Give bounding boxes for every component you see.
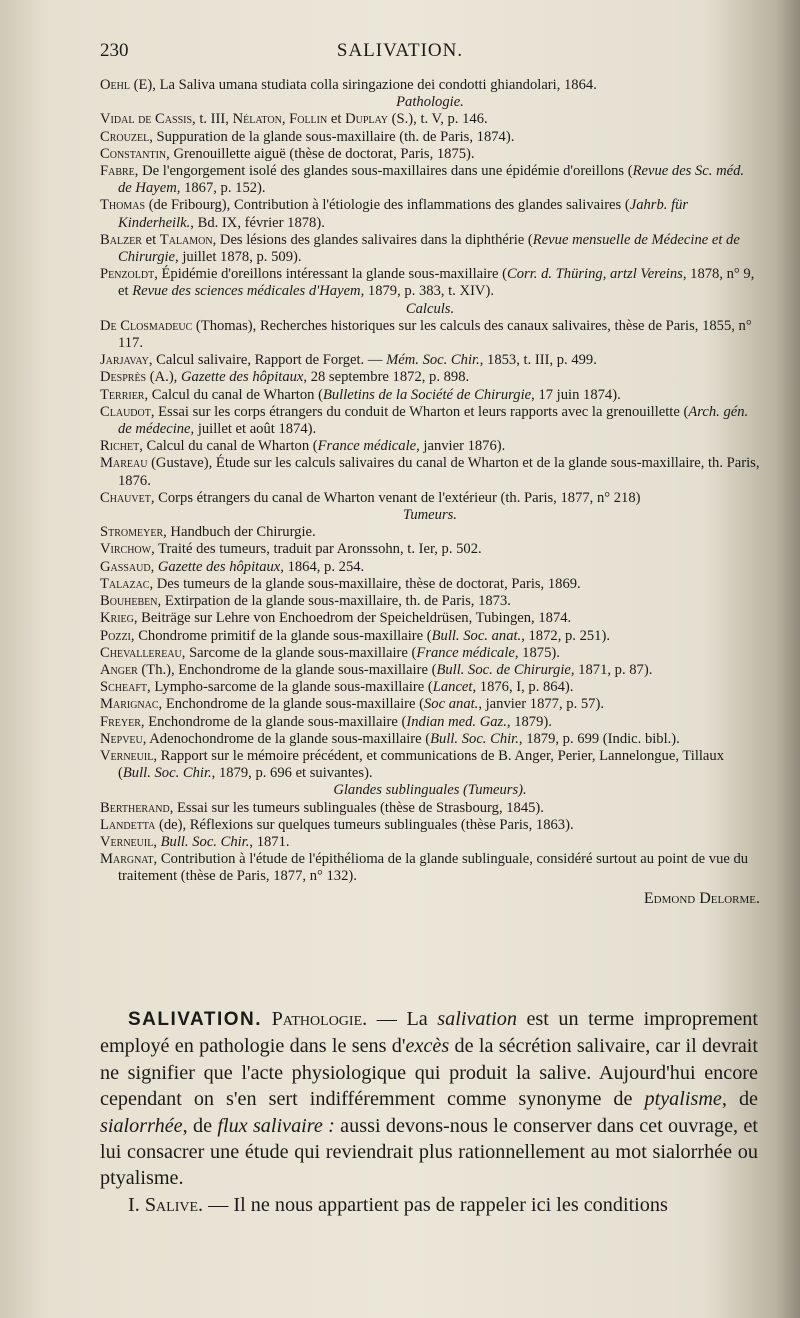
text-run: , Handbuch der Chirurgie. <box>163 524 316 541</box>
author-name: Landetta <box>100 816 156 833</box>
text-run: (de), Réflexions sur quelques tumeurs sublinguales (thèse Paris, 1863). <box>155 816 574 833</box>
section-heading <box>100 94 760 111</box>
text-run: , Traité des tumeurs, traduit par Aronssohn, t. Ier, p. 502. <box>151 541 482 558</box>
bibliography-entry <box>100 77 760 94</box>
author-name: Claudot <box>100 403 151 420</box>
bibliography-entry <box>100 369 760 386</box>
bibliography-entry <box>100 266 760 300</box>
text-run: , de <box>182 1114 218 1137</box>
author-name: Scheaft <box>100 679 148 696</box>
text-run: (A.), <box>146 369 181 386</box>
text-run: (E), La Saliva umana studiata colla siringazione dei condotti ghiandolari, 1864. <box>129 77 597 93</box>
italic-text: Mém. Soc. Chir. <box>386 352 480 369</box>
text-run: , Extirpation de la glande sous-maxillaire, th. de Paris, 1873. <box>157 593 511 610</box>
text-run: , Beiträge sur Lehre von Enchoedrom der Speicheldrüsen, Tubingen, 1874. <box>133 610 572 627</box>
bibliography-entry <box>100 696 760 713</box>
italic-text: Jahrb. für Kinderheilk. <box>118 197 689 231</box>
text-run: (Gustave), Étude sur les calculs salivaires du canal de Wharton et de la glande sous-maxillaire, th. Paris, 1876. <box>118 455 760 489</box>
text-run: , janvier 1876). <box>416 438 506 455</box>
text-run: Calculs. <box>405 300 455 317</box>
author-name: Penzoldt <box>100 266 155 283</box>
article-paragraph-salive <box>100 1192 758 1218</box>
italic-text: Revue des Sc. méd. de Hayem <box>118 163 745 197</box>
author-name: Jarjavay <box>100 352 149 369</box>
author-name: Virchow <box>100 541 152 558</box>
bibliography-entry <box>100 628 760 645</box>
text-run: , Épidémie d'oreillons intéressant la glande sous-maxillaire ( <box>154 266 507 283</box>
bibliography-entry <box>100 610 760 627</box>
italic-text: Gazette des hôpitaux <box>180 369 304 386</box>
italic-text: salivation <box>437 1008 517 1030</box>
bibliography-entry <box>100 834 760 851</box>
italic-text: Bulletins de la Société de Chirurgie <box>322 386 532 403</box>
bibliography-entry <box>100 111 760 128</box>
text-run: , Chondrome primitif de la glande sous-maxillaire ( <box>130 627 432 644</box>
italic-text: flux salivaire : <box>217 1114 335 1137</box>
italic-text: Revue mensuelle de Médecine et de Chirurgie <box>118 231 740 266</box>
text-run: , 1879). <box>506 713 552 730</box>
text-run: , 17 juin 1874). <box>531 386 621 403</box>
bibliography-entry <box>100 163 760 197</box>
text-run: et <box>141 231 160 248</box>
text-run: Pathologie. <box>396 94 464 111</box>
italic-text: Bull. Soc. de Chirurgie <box>436 661 571 678</box>
text-run: , 1876, I, p. 864). <box>472 679 574 696</box>
author-name: Salive. <box>144 1193 204 1216</box>
text-run: , juillet et août 1874). <box>190 421 317 438</box>
author-name: Vidal de Cassis <box>100 111 193 128</box>
section-heading <box>100 782 760 799</box>
author-name: Follin <box>289 111 328 128</box>
text-run: , janvier 1877, p. 57). <box>478 696 604 713</box>
text-run: , 1853, t. III, p. 499. <box>479 352 597 369</box>
italic-text: Corr. d. Thüring, artzl Vereins <box>507 266 683 283</box>
text-run: aussi devons-nous le conserver dans cet ouvrage, et lui consacrer une étude qui reviendrait plus rationnellement au mot sialorrhée ou ptyalisme. <box>100 1114 758 1190</box>
text-run: Glandes sublinguales (Tumeurs). <box>333 782 527 799</box>
author-name: Nélaton <box>232 111 282 128</box>
author-name: Thomas <box>100 197 146 214</box>
bibliography-entry <box>100 593 760 610</box>
text-run: , <box>150 558 158 575</box>
page-number: 230 <box>100 40 129 61</box>
italic-text: Arch. gén. de médecine <box>118 403 749 438</box>
article-body <box>100 1006 758 1218</box>
author-name: Constantin <box>100 145 167 162</box>
text-run: , De l'engorgement isolé des glandes sous-maxillaires dans une épidémie d'oreillons ( <box>134 163 633 180</box>
author-name: Verneuil <box>100 833 154 850</box>
author-name: Freyer <box>100 713 141 730</box>
author-name: Krieg <box>100 610 134 627</box>
text-run: , Bd. IX, février 1878). <box>190 214 325 231</box>
text-run: — Il ne nous appartient pas de rappeler ici les conditions <box>203 1193 668 1216</box>
author-name: Mareau <box>100 455 148 472</box>
text-run: , Des tumeurs de la glande sous-maxillaire, thèse de doctorat, Paris, 1869. <box>149 575 581 592</box>
italic-text: sialorrhée <box>100 1114 183 1137</box>
bibliography-entry <box>100 645 760 662</box>
author-name: Crouzel <box>100 128 150 145</box>
text-run: , 1879, p. 699 (Indic. bibl.). <box>518 730 680 747</box>
text-run: , Adenochondrome de la glande sous-maxillaire ( <box>142 730 431 747</box>
italic-text: France médicale <box>317 438 417 455</box>
bibliography-entry <box>100 541 760 558</box>
author-name: Pozzi <box>100 627 131 644</box>
text-run <box>262 1008 272 1030</box>
text-run: , 1871. <box>249 833 290 850</box>
text-run: , 1867, p. 152). <box>176 180 266 197</box>
text-run: , 1871, p. 87). <box>570 661 653 678</box>
text-run: , Calcul salivaire, Rapport de Forget. — <box>148 352 387 369</box>
text-run: , Calcul du canal de Wharton ( <box>139 438 318 455</box>
italic-text: Gazette des hôpitaux <box>157 558 281 575</box>
author-name: Bertherand <box>100 799 170 816</box>
author-name: Verneuil <box>100 747 154 764</box>
text-run: , 1879, p. 696 et suivantes). <box>211 765 373 782</box>
bibliography-entry <box>100 748 760 782</box>
text-run: , Des lésions des glandes salivaires dans la diphthérie ( <box>212 231 533 248</box>
author-name: Oehl <box>100 77 130 93</box>
author-name: Richet <box>100 438 140 455</box>
author-name: Nepveu <box>100 730 143 747</box>
text-run: , Corps étrangers du canal de Wharton venant de l'extérieur (th. Paris, 1877, n° 218) <box>150 489 641 506</box>
bibliography-entry <box>100 524 760 541</box>
italic-text: Indian med. Gaz. <box>406 713 507 730</box>
bibliography-entry <box>100 800 760 817</box>
text-run: , Grenouillette aiguë (thèse de doctorat, Paris, 1875). <box>166 145 475 162</box>
text-run: de la sécrétion salivaire, car il devrait ne signifier que l'acte physiologique qui produit la salive. Aujourd'hui encore cependant on s'en sert indifféremment comme synonyme de <box>100 1035 758 1111</box>
bibliography-entry <box>100 731 760 748</box>
author-name: Desprès <box>100 369 147 386</box>
text-run: (S.), t. V, p. 146. <box>388 111 488 128</box>
author-name: Stromeyer <box>100 524 164 541</box>
bibliography-entry <box>100 387 760 404</box>
author-name: Talamon <box>159 231 213 248</box>
italic-text: Bull. Soc. Chir. <box>430 730 519 747</box>
author-name: Pathologie. <box>271 1008 368 1030</box>
text-run: , Enchondrome de la glande sous-maxillaire ( <box>140 713 407 730</box>
italic-text: Bull. Soc. Chir. <box>160 833 250 850</box>
text-run: , Suppuration de la glande sous-maxillaire (th. de Paris, 1874). <box>149 128 515 145</box>
bibliography-entry <box>100 559 760 576</box>
author-name: Marignac <box>100 696 159 713</box>
bibliography-entry <box>100 232 760 266</box>
bibliography-entry <box>100 318 760 352</box>
text-run: , Contribution à l'étude de l'épithélioma de la glande sublinguale, considéré surtout au point de vue du traitement (thèse de Paris, 1877, n° 132). <box>118 851 749 885</box>
text-run: , Calcul du canal de Wharton ( <box>144 386 323 403</box>
bibliography-entry <box>100 851 760 885</box>
author-name: Anger <box>100 661 138 678</box>
running-header <box>0 40 800 68</box>
text-run: , <box>153 833 161 850</box>
text-run: (Th.), Enchondrome de la glande sous-maxillaire ( <box>137 661 437 678</box>
author-signature: Edmond Delorme. <box>643 889 760 907</box>
bibliography-entry <box>100 714 760 731</box>
text-run: , Essai sur les tumeurs sublinguales (thèse de Strasbourg, 1845). <box>169 799 544 816</box>
author-name: Duplay <box>345 111 389 128</box>
text-run: , t. III, <box>192 111 233 128</box>
italic-text: Lancet <box>432 679 473 696</box>
italic-text: Bull. Soc. anat. <box>431 627 522 644</box>
text-run: , Essai sur les corps étrangers du conduit de Wharton et leurs rapports avec la grenouillette ( <box>150 403 689 420</box>
bibliography-entry <box>100 817 760 834</box>
text-run: , 1879, p. 383, t. XIV). <box>360 283 494 300</box>
bibliography-entry <box>100 197 760 231</box>
bibliography-entry <box>100 679 760 696</box>
italic-text: excès <box>405 1035 450 1058</box>
bibliography-entry <box>100 146 760 163</box>
bibliography <box>100 77 760 907</box>
text-run: (de Fribourg), Contribution à l'étiologie des inflammations des glandes salivaires ( <box>145 197 630 214</box>
italic-text: Soc anat. <box>424 696 479 713</box>
bibliography-entry <box>100 404 760 438</box>
section-heading <box>100 301 760 318</box>
text-run: est un terme improprement employé en pathologie dans le sens d' <box>100 1008 759 1058</box>
italic-text: Revue des sciences médicales d'Hayem <box>132 283 361 300</box>
text-run: (Thomas), Recherches historiques sur les calculs des canaux salivaires, thèse de Paris, 1855, n° 117. <box>118 317 752 352</box>
text-run: , 28 septembre 1872, p. 898. <box>303 369 470 386</box>
text-run: , <box>281 111 290 128</box>
author-name: Gassaud <box>100 558 151 575</box>
bibliography-entry <box>100 662 760 679</box>
author-name: Chauvet <box>100 489 151 506</box>
bibliography-entry <box>100 455 760 489</box>
author-name: Bouheben <box>100 593 158 610</box>
bibliography-entry <box>100 490 760 507</box>
italic-text: ptyalisme <box>644 1088 722 1111</box>
section-heading <box>100 507 760 524</box>
text-run: , Enchondrome de la glande sous-maxillaire ( <box>158 696 424 713</box>
text-run: , 1878, n° 9, et <box>118 266 755 300</box>
text-run: , Rapport sur le mémoire précédent, et communications de B. Anger, Perier, Lannelongue, Tillaux ( <box>118 747 724 782</box>
italic-text: Bull. Soc. Chir. <box>122 765 212 782</box>
author-name: Talazac <box>100 575 150 592</box>
running-title: SALIVATION. <box>336 40 464 61</box>
author-name: Margnat <box>100 851 154 868</box>
text-run: , Sarcome de la glande sous-maxillaire ( <box>181 644 417 661</box>
text-run: , Lympho-sarcome de la glande sous-maxillaire ( <box>147 679 433 696</box>
text-run: et <box>327 111 346 128</box>
bibliography-entry <box>100 438 760 455</box>
author-name: Terrier <box>100 386 145 403</box>
text-run: I. <box>128 1193 145 1216</box>
bibliography-entry <box>100 576 760 593</box>
text-run: , 1872, p. 251). <box>521 627 610 644</box>
bibliography-entry <box>100 129 760 146</box>
text-run: — La <box>367 1008 438 1030</box>
author-name: Fabre <box>100 163 135 180</box>
text-run: , juillet 1878, p. 509). <box>175 249 302 266</box>
bibliography-entry <box>100 352 760 369</box>
text-run: Tumeurs. <box>403 507 457 524</box>
text-run: , de <box>721 1088 758 1111</box>
text-run: , 1864, p. 254. <box>280 558 365 575</box>
italic-text: France médicale <box>416 644 515 661</box>
article-paragraph-intro <box>100 1006 758 1192</box>
article-heading: SALIVATION. <box>128 1009 263 1030</box>
author-name: Balzer <box>100 231 142 248</box>
author-name: Chevallereau <box>100 644 182 661</box>
author-name: De Closmadeuc <box>100 317 193 334</box>
text-run: , 1875). <box>514 644 560 661</box>
